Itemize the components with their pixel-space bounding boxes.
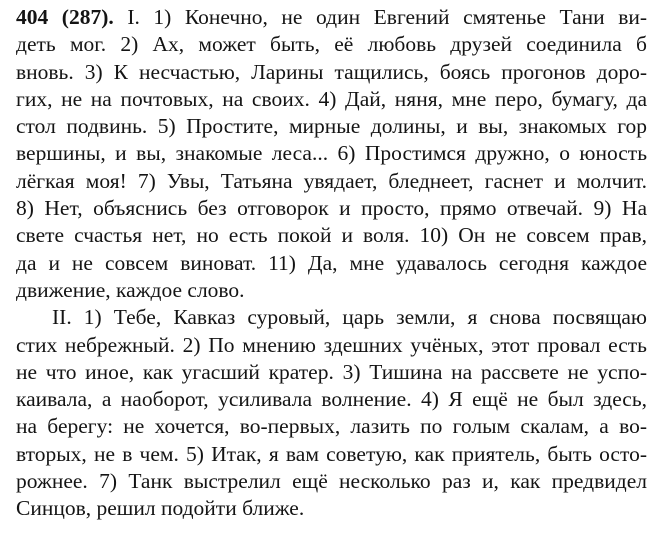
text-line: гих, не на почтовых, на своих. 4) Дай, няня, мне перо, бумагу, да	[16, 86, 647, 111]
text-line: да и не совсем виноват. 11) Да, мне удавалось сегодня каждое	[16, 250, 647, 275]
text-line: стол подвинь. 5) Простите, мирные долины, и вы, знакомых гор	[16, 114, 647, 139]
text-line: II. 1) Тебе, Кавказ суровый, царь земли, я снова посвящаю	[52, 305, 647, 330]
text-line: лёгкая моя! 7) Увы, Татьяна увядает, бледнеет, гаснет и молчит.	[16, 168, 647, 193]
text-line: стих небрежный. 2) По мнению здешних учёных, этот провал есть	[16, 332, 647, 357]
text-line: 404 (287). I. 1) Конечно, не один Евгений смятенье Тани ви-	[16, 5, 648, 29]
text-line: на берегу: не хочется, во-первых, лазить по голым скалам, а во-	[16, 414, 647, 439]
text-line: движение, каждое слово.	[16, 277, 245, 302]
text-line: каивала, а наоборот, усиливала волнение. 4) Я ещё не был здесь,	[16, 387, 647, 412]
text-line: не что иное, как угасший кратер. 3) Тишина на рассвете не успо-	[16, 359, 647, 384]
text-line: вновь. 3) К несчастью, Ларины тащились, боясь прогонов доро-	[16, 59, 647, 84]
exercise-part-1	[16, 4, 647, 304]
text-line: 8) Нет, объяснись без отговорок и просто, прямо отвечай. 9) На	[16, 196, 647, 221]
exercise-part-2	[16, 304, 647, 522]
text-line: Синцов, решил подойти ближе.	[16, 496, 305, 521]
text-line: деть мог. 2) Ах, может быть, её любовь друзей соединила б	[16, 32, 647, 57]
text-line: вторых, не в чем. 5) Итак, я вам советую, как приятель, быть осто-	[16, 441, 647, 466]
text-line: свете счастья нет, но есть покой и воля. 10) Он не совсем прав,	[16, 223, 647, 248]
exercise-number: 404 (287).	[16, 5, 114, 29]
text-line: вершины, и вы, знакомые леса... 6) Простимся дружно, о юность	[16, 141, 647, 166]
text-line: рожнее. 7) Танк выстрелил ещё несколько раз и, как предвидел	[16, 469, 647, 494]
